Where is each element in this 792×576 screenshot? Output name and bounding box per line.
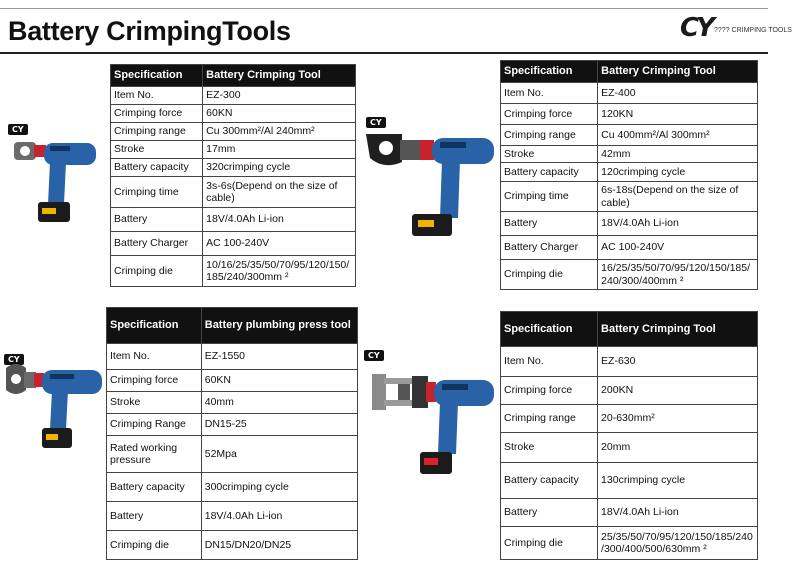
spec-table-ez400	[500, 60, 758, 290]
spec-value: 20mm	[598, 433, 758, 463]
badge-text: CY	[370, 118, 382, 127]
spec-label: Item No.	[501, 347, 598, 377]
spec-value: 40mm	[201, 392, 357, 414]
spec-label: Crimping die	[501, 260, 598, 290]
page-title: Battery CrimpingTools	[8, 16, 291, 46]
spec-value: 16/25/35/50/70/95/120/150/185/ 240/300/400mm ²	[598, 260, 758, 290]
spec-value: EZ-630	[598, 347, 758, 377]
spec-label: Crimping range	[111, 123, 203, 141]
spec-value: 120KN	[598, 104, 758, 125]
spec-value: 25/35/50/70/95/120/150/185/240 /300/400/500/630mm ²	[598, 527, 758, 560]
spec-label: Battery	[501, 499, 598, 527]
crimping-tool-icon	[14, 142, 96, 222]
crimping-tool-icon	[366, 134, 494, 236]
spec-value: 18V/4.0Ah Li-ion	[203, 208, 356, 232]
brand-logo	[680, 13, 792, 47]
table-header: Specification	[107, 308, 202, 344]
spec-value: 130crimping cycle	[598, 463, 758, 499]
spec-label: Battery capacity	[501, 163, 598, 182]
table-header: Specification	[501, 61, 598, 83]
table-header: Specification	[501, 312, 598, 347]
tool-image-ez400	[362, 128, 498, 244]
spec-value: 18V/4.0Ah Li-ion	[201, 502, 357, 531]
logo-text: ???? CRIMPING TOOLS	[714, 27, 792, 34]
spec-label: Crimping die	[111, 256, 203, 287]
table-header: Battery Crimping Tool	[203, 65, 356, 87]
title-underline	[0, 52, 768, 54]
spec-label: Item No.	[111, 87, 203, 105]
spec-label: Crimping time	[501, 182, 598, 212]
press-tool-icon	[6, 364, 102, 448]
spec-value: 10/16/25/35/50/70/95/120/150/ 185/240/300mm ²	[203, 256, 356, 287]
spec-label: Crimping Range	[107, 414, 202, 436]
spec-label: Crimping force	[501, 104, 598, 125]
spec-label: Battery Charger	[501, 236, 598, 260]
spec-label: Crimping force	[111, 105, 203, 123]
spec-label: Crimping die	[501, 527, 598, 560]
badge-text: CY	[8, 355, 20, 364]
spec-value: 60KN	[201, 370, 357, 392]
spec-label: Battery Charger	[111, 232, 203, 256]
spec-value: 42mm	[598, 146, 758, 163]
spec-table-ez1550	[106, 307, 358, 560]
table-header: Battery plumbing press tool	[201, 308, 357, 344]
spec-label: Crimping time	[111, 177, 203, 208]
spec-value: 200KN	[598, 377, 758, 405]
spec-value: AC 100-240V	[598, 236, 758, 260]
spec-label: Crimping force	[107, 370, 202, 392]
spec-label: Stroke	[501, 433, 598, 463]
tool-image-ez630	[368, 366, 498, 482]
spec-value: 300crimping cycle	[201, 473, 357, 502]
spec-value: EZ-1550	[201, 344, 357, 370]
tool-image-ez1550	[2, 362, 106, 452]
spec-label: Battery capacity	[107, 473, 202, 502]
spec-table-ez630	[500, 311, 758, 560]
spec-label: Rated working pressure	[107, 436, 202, 473]
spec-label: Battery	[107, 502, 202, 531]
spec-label: Crimping range	[501, 405, 598, 433]
spec-value: 52Mpa	[201, 436, 357, 473]
spec-value: 17mm	[203, 141, 356, 159]
spec-value: AC 100-240V	[203, 232, 356, 256]
logo-mark: CY	[680, 13, 712, 43]
spec-value: EZ-300	[203, 87, 356, 105]
spec-label: Item No.	[501, 83, 598, 104]
spec-value: 60KN	[203, 105, 356, 123]
spec-label: Crimping force	[501, 377, 598, 405]
spec-value: 18V/4.0Ah Li-ion	[598, 499, 758, 527]
spec-label: Battery	[111, 208, 203, 232]
spec-label: Crimping range	[501, 125, 598, 146]
spec-value: Cu 400mm²/Al 300mm²	[598, 125, 758, 146]
tool-badge	[364, 350, 384, 361]
badge-text: CY	[368, 351, 380, 360]
spec-label: Crimping die	[107, 531, 202, 560]
tool-badge	[366, 117, 386, 128]
spec-value: 20-630mm²	[598, 405, 758, 433]
top-rule	[0, 8, 768, 9]
spec-label: Stroke	[111, 141, 203, 159]
spec-value: 6s-18s(Depend on the size of cable)	[598, 182, 758, 212]
spec-label: Stroke	[501, 146, 598, 163]
spec-label: Battery	[501, 212, 598, 236]
spec-value: 120crimping cycle	[598, 163, 758, 182]
spec-label: Battery capacity	[501, 463, 598, 499]
badge-text: CY	[12, 125, 24, 134]
spec-value: EZ-400	[598, 83, 758, 104]
spec-value: DN15-25	[201, 414, 357, 436]
spec-label: Battery capacity	[111, 159, 203, 177]
tool-image-ez300	[10, 132, 106, 228]
spec-value: 3s-6s(Depend on the size of cable)	[203, 177, 356, 208]
table-header: Specification	[111, 65, 203, 87]
spec-label: Stroke	[107, 392, 202, 414]
spec-value: 320crimping cycle	[203, 159, 356, 177]
table-header: Battery Crimping Tool	[598, 61, 758, 83]
spec-value: DN15/DN20/DN25	[201, 531, 357, 560]
spec-label: Item No.	[107, 344, 202, 370]
table-header: Battery Crimping Tool	[598, 312, 758, 347]
spec-value: Cu 300mm²/Al 240mm²	[203, 123, 356, 141]
spec-table-ez300	[110, 64, 356, 287]
spec-value: 18V/4.0Ah Li-ion	[598, 212, 758, 236]
crimping-tool-icon	[372, 374, 494, 474]
